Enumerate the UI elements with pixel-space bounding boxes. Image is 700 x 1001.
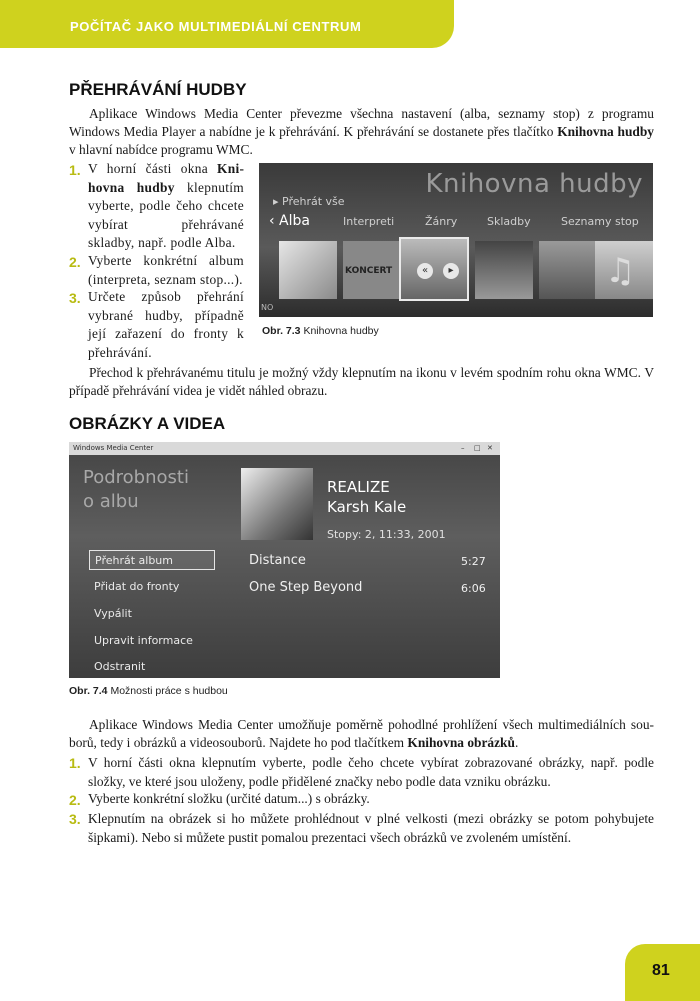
step-number: 3. bbox=[69, 811, 81, 827]
music-outro-paragraph: Přechod k přehrávanému titulu je možný vždy klepnutím na ikonu v levém spodním rohu okna WMC. V případě přehrávání videa je vidět náhled obrazu. bbox=[69, 365, 654, 398]
track-title: Distance bbox=[249, 553, 306, 568]
album-cover bbox=[475, 241, 533, 299]
music-step-1: V horní části okna Knihovna hudby klepnutím vyberte, podle čeho chcete vybírat přehrávané skladby, např. podle Alba. bbox=[88, 161, 244, 250]
side-label: NO bbox=[261, 303, 274, 312]
nav-artists: Interpreti bbox=[343, 215, 395, 228]
album-stats: Stopy: 2, 11:33, 2001 bbox=[327, 528, 446, 541]
album-cover bbox=[241, 468, 313, 540]
figure-caption: Obr. 7.4 Možnosti práce s hudbou bbox=[69, 685, 228, 697]
menu-delete: Odstranit bbox=[94, 660, 146, 673]
menu-play-album: Přehrát album bbox=[89, 550, 215, 570]
track-duration: 6:06 bbox=[461, 582, 486, 595]
window-titlebar: Windows Media Center bbox=[69, 442, 500, 455]
menu-edit-info: Upravit informace bbox=[94, 634, 193, 647]
nav-playlists: Seznamy stop bbox=[561, 215, 639, 228]
music-step-2: Vyberte konkrétní album (interpreta, seznam stop...). bbox=[88, 253, 244, 287]
section-heading-music: PŘEHRÁVÁNÍ HUDBY bbox=[69, 80, 247, 99]
track-title: One Step Beyond bbox=[249, 580, 363, 595]
play-icon: ▸ bbox=[443, 263, 459, 279]
music-intro-paragraph: Aplikace Windows Media Center převezme všechna nastavení (alba, seznamy stop) z programu Windows Media Player a nabídne je k přehrávání. K přehrávání se dostanete přes tlačítko Knihovna hudby v hlavní nabídce programu WMC. bbox=[69, 106, 654, 157]
pictures-step-1: V horní části okna klepnutím vyberte, podle čeho chcete vybírat zobrazované obrázky, např. podle složky, ve které jsou uloženy, podle přidělené značky nebo podle data vzniku obrázku. bbox=[88, 755, 654, 789]
step-number: 1. bbox=[69, 755, 81, 771]
previous-icon: « bbox=[417, 263, 433, 279]
music-note-icon: ♫ bbox=[605, 251, 636, 291]
step-number: 2. bbox=[69, 792, 81, 808]
screen-title: Knihovna hudby bbox=[425, 169, 643, 199]
menu-burn: Vypálit bbox=[94, 607, 132, 620]
album-artist: Karsh Kale bbox=[327, 498, 407, 516]
album-cover bbox=[279, 241, 337, 299]
pictures-step-3: Klepnutím na obrázek si ho můžete prohlédnout v plné velkosti (mezi obrázky se potom pohybujete šipkami). Nebo si můžete pustit pomalou prezentaci všech obrázků ve zvoleném umístění. bbox=[88, 811, 654, 845]
album-details-screenshot bbox=[69, 442, 500, 678]
nav-songs: Skladby bbox=[487, 215, 531, 228]
menu-add-to-queue: Přidat do fronty bbox=[94, 580, 180, 593]
music-library-screenshot bbox=[259, 163, 653, 317]
step-number: 1. bbox=[69, 162, 81, 178]
step-number: 3. bbox=[69, 290, 81, 306]
section-heading-pictures: OBRÁZKY A VIDEA bbox=[69, 414, 226, 433]
nav-albums: ‹ Alba bbox=[269, 213, 310, 229]
nav-genres: Žánry bbox=[425, 215, 458, 228]
pictures-intro-paragraph: Aplikace Windows Media Center umožňuje poměrně pohodlné prohlížení všech multimediálních souborů, tedy i obrázků a videosouborů. Najdete ho pod tlačítkem Knihovna obrázků. bbox=[69, 717, 654, 750]
album-cover bbox=[539, 241, 597, 299]
step-number: 2. bbox=[69, 254, 81, 270]
screen-heading: Podrobnosti o albu bbox=[83, 467, 189, 512]
chapter-title: POČÍTAČ JAKO MULTIMEDIÁLNÍ CENTRUM bbox=[70, 19, 362, 34]
play-all-link: ▸ Přehrát vše bbox=[273, 195, 345, 208]
track-duration: 5:27 bbox=[461, 555, 486, 568]
pictures-step-2: Vyberte konkrétní složku (určité datum...) s obrázky. bbox=[88, 791, 370, 806]
page-number: 81 bbox=[652, 962, 670, 979]
album-cover-label: KONCERT bbox=[345, 266, 393, 276]
album-title: REALIZE bbox=[327, 478, 390, 496]
minimize-icon: – bbox=[461, 444, 465, 452]
maximize-icon: □ bbox=[474, 444, 481, 452]
figure-caption: Obr. 7.3 Knihovna hudby bbox=[262, 325, 379, 337]
close-icon: ✕ bbox=[487, 444, 493, 452]
music-step-3: Určete způsob přehrání vybrané hudby, případně její zařazení do fronty k přehrávání. bbox=[88, 289, 244, 360]
